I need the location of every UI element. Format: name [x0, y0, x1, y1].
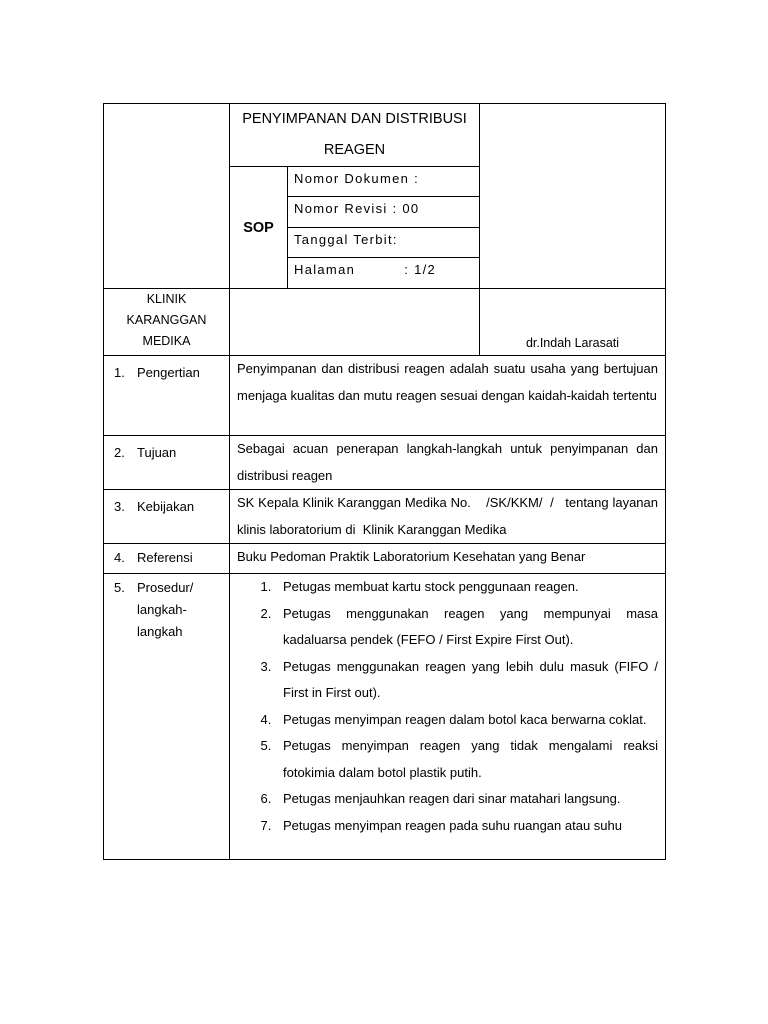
- procedure-step: 2. Petugas menggunakan reagen yang mempunyai masa kadaluarsa pendek (FEFO / First Expire First Out).: [275, 601, 658, 654]
- sop-document-table: [103, 103, 666, 860]
- section-content-tujuan: Sebagai acuan penerapan langkah-langkah untuk penyimpanan dan distribusi reagen: [230, 436, 666, 490]
- clinic-line-1: KLINIK: [146, 292, 187, 306]
- title-line-1: PENYIMPANAN DAN DISTRIBUSI: [242, 111, 467, 127]
- logo-area: [104, 104, 230, 289]
- section-number: 5.: [114, 580, 125, 595]
- section-content-referensi: Buku Pedoman Praktik Laboratorium Kesehatan yang Benar: [230, 544, 666, 574]
- section-content-pengertian: Penyimpanan dan distribusi reagen adalah suatu usaha yang bertujuan menjaga kualitas dan mutu reagen sesuai dengan kaidah-kaidah tertentu: [230, 356, 666, 436]
- procedure-step: 7. Petugas menyimpan reagen pada suhu ruangan atau suhu: [275, 813, 658, 840]
- section-label: Tujuan: [137, 445, 177, 460]
- tanggal-terbit: Tanggal Terbit:: [288, 228, 480, 258]
- procedure-step: 4. Petugas menyimpan reagen dalam botol kaca berwarna coklat.: [275, 707, 658, 734]
- section-number: 3.: [114, 499, 125, 514]
- signatory-name: dr.Indah Larasati: [480, 289, 666, 356]
- sop-label: SOP: [230, 167, 288, 289]
- section-content-prosedur: [230, 574, 666, 860]
- nomor-dokumen: Nomor Dokumen :: [288, 167, 480, 197]
- procedure-step: 1. Petugas membuat kartu stock penggunaan reagen.: [275, 574, 658, 601]
- section-label: Referensi: [137, 550, 193, 565]
- section-label-line-2: langkah-: [137, 602, 187, 617]
- section-label: Pengertian: [137, 365, 200, 380]
- nomor-revisi: Nomor Revisi : 00: [288, 197, 480, 228]
- procedure-list: [230, 574, 658, 839]
- section-label-prosedur: [104, 574, 230, 860]
- section-label-line-1: Prosedur/: [137, 580, 194, 595]
- section-number: 2.: [114, 445, 125, 460]
- halaman: Halaman : 1/2: [288, 258, 480, 289]
- section-label-kebijakan: [104, 490, 230, 544]
- section-label-referensi: [104, 544, 230, 574]
- signature-area: [230, 289, 480, 356]
- section-label-line-3: langkah: [137, 624, 183, 639]
- stamp-area: [480, 104, 666, 289]
- document-title: [230, 104, 480, 167]
- section-number: 1.: [114, 365, 125, 380]
- procedure-step: 3. Petugas menggunakan reagen yang lebih dulu masuk (FIFO / First in First out).: [275, 654, 658, 707]
- clinic-line-3: MEDIKA: [142, 334, 191, 348]
- procedure-step: 5. Petugas menyimpan reagen yang tidak mengalami reaksi fotokimia dalam botol plastik putih.: [275, 733, 658, 786]
- clinic-line-2: KARANGGAN: [126, 313, 207, 327]
- title-line-2: REAGEN: [323, 142, 386, 158]
- section-number: 4.: [114, 550, 125, 565]
- clinic-name: [104, 289, 230, 356]
- section-label: Kebijakan: [137, 499, 195, 514]
- section-content-kebijakan: SK Kepala Klinik Karanggan Medika No. /SK/KKM/ / tentang layanan klinis laboratorium di Klinik Karanggan Medika: [230, 490, 666, 544]
- section-label-pengertian: [104, 356, 230, 436]
- procedure-step: 6. Petugas menjauhkan reagen dari sinar matahari langsung.: [275, 786, 658, 813]
- section-label-tujuan: [104, 436, 230, 490]
